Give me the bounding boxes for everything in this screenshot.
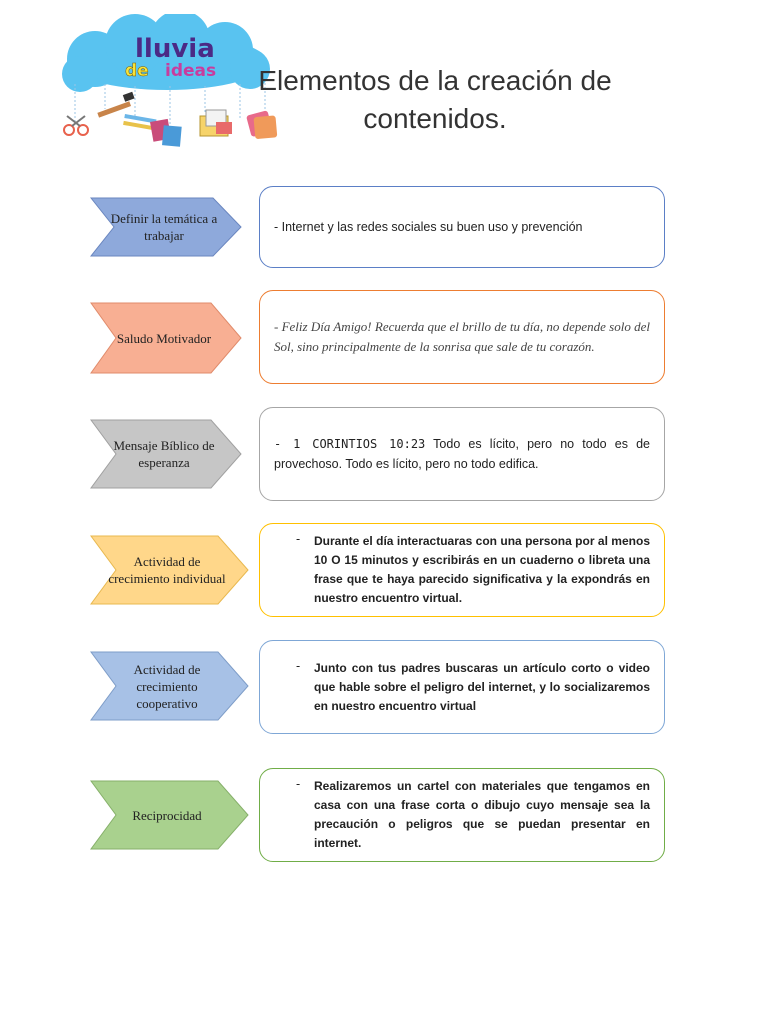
bullet-dash: -: [296, 777, 301, 791]
page-title: Elementos de la creación de contenidos.: [258, 65, 612, 134]
content-box-saludo: [259, 290, 665, 384]
logo-line1: lluvia: [135, 34, 215, 64]
logo-line2a: de: [125, 61, 149, 81]
chevron-tematica: [90, 197, 242, 257]
box-text: - Internet y las redes sociales su buen uso y prevención: [274, 220, 583, 234]
bullet-text: Realizaremos un cartel con materiales que tengamos en casa con una frase corta o dibujo cuyo mensaje sea la precaución o peligros que se puedan presentar en internet.: [314, 779, 650, 850]
bible-reference: - 1 CORINTIOS 10:23: [274, 437, 426, 451]
box-text: - Feliz Día Amigo! Recuerda que el brillo de tu día, no depende solo del Sol, sino principalmente de la sonrisa que sale de tu corazón.: [274, 319, 650, 354]
bullet-dash: -: [296, 532, 301, 546]
content-box-tematica: [259, 186, 665, 268]
box-text: [274, 434, 650, 474]
content-box-cooperativo: [259, 640, 665, 734]
lluvia-de-ideas-logo: [55, 14, 280, 149]
bible-verse: Todo es lícito, pero no todo es de provechoso. Todo es lícito, pero no todo edifica.: [274, 437, 650, 471]
bullet-item: [274, 659, 650, 716]
scissors-icon: [64, 116, 88, 135]
bullet-item: [274, 777, 650, 853]
chevron-crecimiento-individual: [90, 535, 242, 605]
content-box-individual: [259, 523, 665, 617]
chevron-label: Reciprocidad: [132, 807, 202, 823]
chevron-mensaje-biblico: [90, 419, 242, 489]
books-icon: [150, 119, 182, 147]
content-box-biblico: [259, 407, 665, 501]
chevron-saludo: [90, 302, 242, 374]
chevron-label: Actividad de crecimiento cooperativo: [133, 661, 201, 711]
folder-icon: [200, 110, 232, 136]
chevron-label: Mensaje Bíblico de esperanza: [113, 438, 215, 470]
chevron-label: Definir la temática a trabajar: [110, 211, 218, 243]
bullet-item: [274, 532, 650, 608]
logo-line2b: ideas: [165, 61, 217, 81]
paintbrush-icon: [97, 92, 134, 118]
cloud-icon: [55, 14, 280, 149]
content-box-reciprocidad: [259, 768, 665, 862]
chevron-label: Actividad de crecimiento individual: [108, 554, 226, 586]
chevron-reciprocidad: [90, 780, 242, 850]
bullet-dash: -: [296, 658, 301, 673]
chevron-label: Saludo Motivador: [116, 330, 212, 346]
bullet-text: Durante el día interactuaras con una persona por al menos 10 O 15 minutos y escribirás en un cuaderno o libreta una frase que te haya parecido significativa y la expondrás en nuestro encuentro virtual.: [314, 534, 650, 605]
bullet-text: Junto con tus padres buscaras un artículo corto o video que hable sobre el peligro del internet, y lo socializaremos en nuestro encuentro virtual: [314, 660, 650, 713]
chevron-crecimiento-cooperativo: [90, 651, 242, 721]
